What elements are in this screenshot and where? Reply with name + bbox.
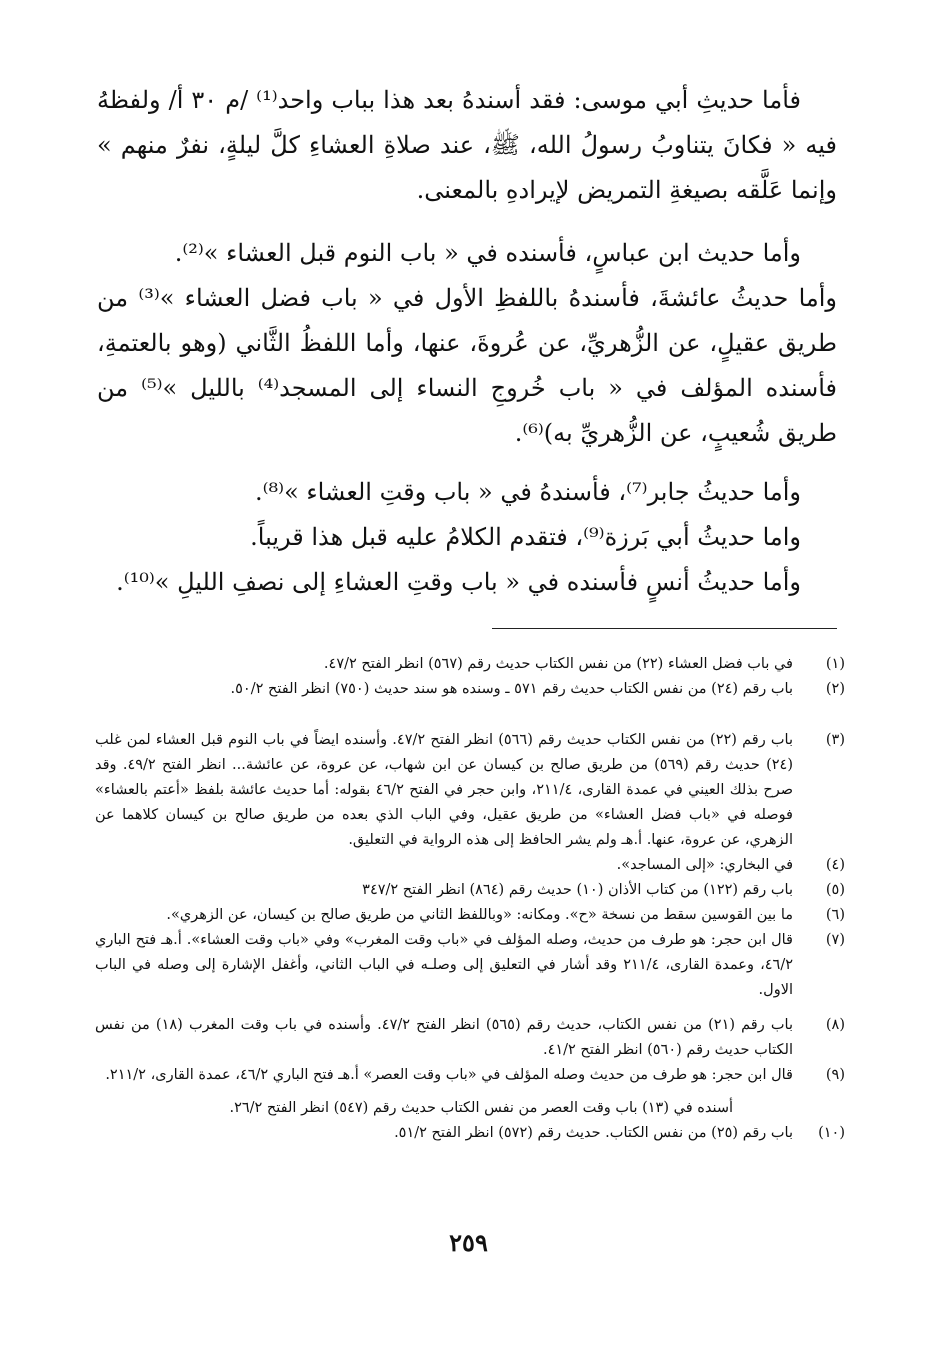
footnote-number: (٥) (825, 882, 845, 898)
footnote (95, 903, 845, 928)
footnote-number: (٧) (825, 932, 845, 948)
footnote (95, 1063, 845, 1088)
footnote-text: باب رقم (١٢٢) من كتاب الأذان (١٠) حديث رقم (٨٦٤) انظر الفتح ٣٤٧/٢ (362, 882, 793, 898)
paragraph-anas: وأما حديثُ أنسٍ فأسنده في « باب وقتِ العشاءِ إلى نصفِ الليلِ »⁽¹⁰⁾. (116, 568, 801, 596)
footnote-text: باب رقم (٢٥) من نفس الكتاب. حديث رقم (٥٧٢) انظر الفتح ٥١/٢. (394, 1125, 793, 1141)
footnote (95, 728, 845, 853)
footnote-text: قال ابن حجر: هو طرف من حديث، وصله المؤلف في «باب وقت المغرب» وفي «باب وقت العشاء». أ.هـ فتح الباري ٤٦/٢، وعمدة القارى، ٢١١/٤ وقد أشار في التعليق إلى وصلـه في الباب الثاني، وأغفل الإشارة إلى وصله في الباب الاول. (95, 932, 793, 998)
footnote-text: في باب فضل العشاء (٢٢) من نفس الكتاب حديث رقم (٥٦٧) انظر الفتح ٤٧/٢. (323, 656, 793, 672)
footnote-text: في البخاري: «إلى المساجد». (616, 857, 793, 873)
footnote-number: (٣) (825, 732, 845, 748)
footnote-text: باب رقم (٢٤) من نفس الكتاب حديث رقم ٥٧١ ـ وسنده هو سند حديث (٧٥٠) انظر الفتح ٥٠/٢. (230, 681, 793, 697)
footnote-number: (١) (825, 656, 845, 672)
footnote-number: (٤) (825, 857, 845, 873)
footnote-separator (492, 628, 837, 629)
paragraph-aisha: وأما حديثُ عائشةَ، فأسندهُ باللفظِ الأول في « باب فضل العشاء »⁽³⁾ من طريق عقيلٍ، عن الزُّهريِّ، عن عُروةَ، عنها، وأما اللفظُ الثَّاني (وهو بالعتمةِ، فأسنده المؤلف في « باب خُروجِ النساء إلى المسجد⁽⁴⁾ بالليل »⁽⁵⁾ من طريق شُعيبٍ، عن الزُّهريِّ به)⁽⁶⁾. (97, 284, 837, 447)
footnote-number: (٩) (825, 1067, 845, 1083)
footnote-number: (٢) (825, 681, 845, 697)
footnote (95, 1121, 845, 1146)
footnote (95, 878, 845, 903)
footnote-text: باب رقم (٢٢) من نفس الكتاب حديث رقم (٥٦٦) انظر الفتح ٤٧/٢. وأسنده ايضاً في باب النوم قبل العشاء لمن غلب (٢٤) حديث رقم (٥٦٩) من طريق صالح بن كيسان عن ابن شهاب، عن عروة، عن عائشة... انظر الفتح ٤٩/٢. وقد صرح بذلك العيني في عمدة القارى، ٢١١/٤، وابن حجر في الفتح ٤٦/٢ بقوله: أما حديث عائشة بلفظ «أعتم بالعشاء» فوصله في «باب فضل العشاء» من طريق عقيل، وفي الباب الذي بعده من طريق صالح بن كيسان كلاهما عن الزهري، عن عروة، عنها. أ.هـ ولم يشر الحافظ إلى هذه الرواية في التعليق. (95, 732, 794, 848)
footnote-text: باب رقم (٢١) من نفس الكتاب، حديث رقم (٥٦٥) انظر الفتح ٤٧/٢. وأسنده في باب وقت المغرب (١٨) من نفس الكتاب حديث رقم (٥٦٠) انظر الفتح ٤١/٢. (95, 1017, 793, 1058)
footnote-number: (٦) (825, 907, 845, 923)
footnote-continuation: أسنده في (١٣) باب وقت العصر من نفس الكتاب حديث رقم (٥٤٧) انظر الفتح ٢٦/٢. (229, 1100, 733, 1116)
footnote-text: ما بين القوسين سقط من نسخة «ح». ومكانه: «وباللفظ الثاني من طريق صالح بن كيسان، عن الزهري». (166, 907, 793, 923)
footnote (95, 677, 845, 702)
paragraph-abu-musa: فأما حديثِ أبي موسى: فقد أسندهُ بعد هذا بباب واحد⁽¹⁾ /م ٣٠ أ/ ولفظهُ فيه « فكانَ يتناوبُ رسولُ الله، ﷺ، عند صلاةِ العشاءِ كلَّ ليلةٍ، نفرٌ منهم » وإنما عَلَّقه بصيغةِ التمريض لإيرادهِ بالمعنى. (97, 86, 837, 204)
page-number: ٢٥٩ (449, 1228, 488, 1257)
footnote-number: (١٠) (818, 1125, 845, 1141)
footnote-number: (٨) (825, 1017, 845, 1033)
footnote (95, 928, 845, 1003)
footnote-text: قال ابن حجر: هو طرف من حديث وصله المؤلف في «باب وقت العصر» أ.هـ فتح الباري ٤٦/٢، عمدة القارى، ٢١١/٢. (105, 1067, 793, 1083)
footnote (95, 1013, 845, 1063)
paragraph-jabir: وأما حديثُ جابر⁽⁷⁾، فأسندهُ في « باب وقتِ العشاء »⁽⁸⁾. (255, 478, 801, 506)
footnote (95, 652, 845, 677)
footnotes (95, 652, 845, 1146)
paragraph-ibn-abbas: وأما حديث ابن عباسٍ، فأسنده في « باب النوم قبل العشاء »⁽²⁾. (174, 239, 801, 267)
footnote (95, 853, 845, 878)
main-text (97, 78, 837, 605)
paragraph-abu-barza: واما حديثُ أبي بَرزة⁽⁹⁾، فتقدم الكلامُ عليه قبل هذا قريباً. (250, 523, 801, 551)
